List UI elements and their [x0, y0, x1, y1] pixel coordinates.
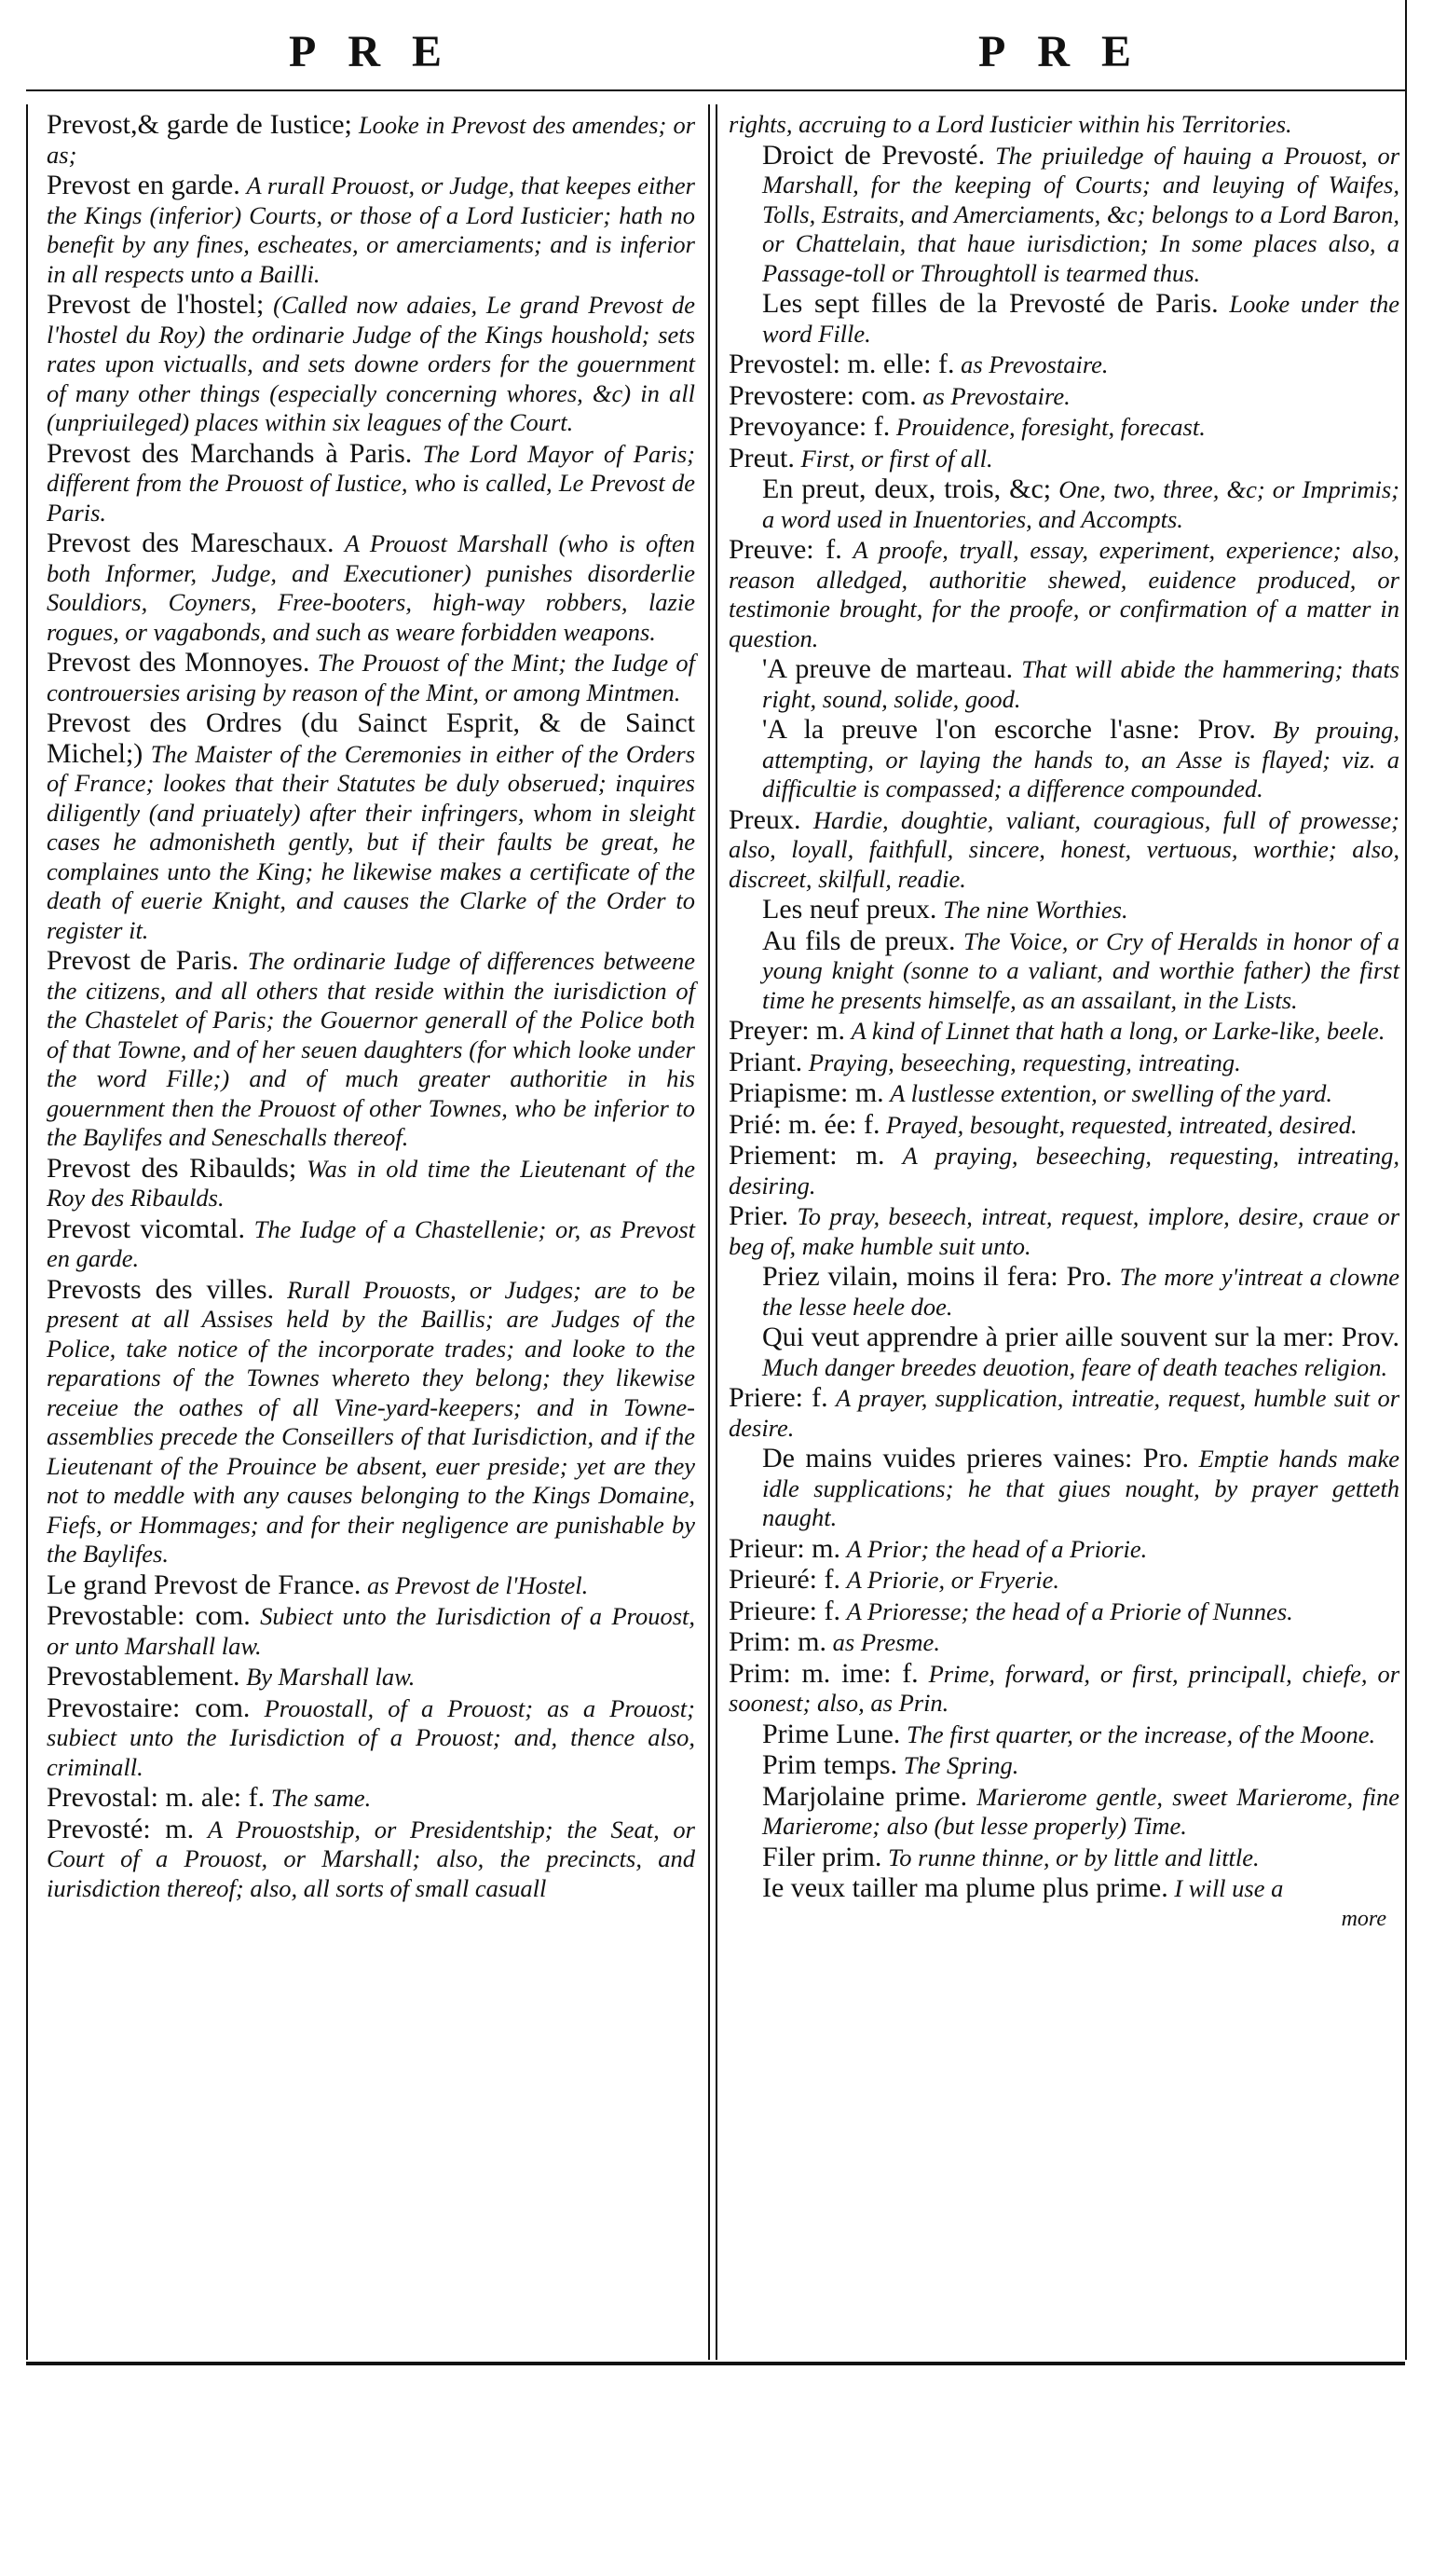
entry-headword: Prevost de Paris.	[47, 945, 239, 976]
dictionary-entry	[729, 1262, 1399, 1322]
entry-definition: The Maister of the Ceremonies in either of the Orders of France; lookes that their Statutes be duly obserued; inquires diligently (and priuately) after their infringers, whom in sleight cases he admonisheth gently, but if their faults be great, he complaines unto the King; he likewise makes a certificate of the death of euerie Knight, and causes the Clarke of the Order to register it.	[47, 739, 696, 944]
entry-definition: A Prouost Marshall (who is often both Informer, Judge, and Executioner) punishes disorderlie Souldiors, Coyners, Free-booters, high-way robbers, lazie rogues, or vagabonds, and such as weare forbidden weapons.	[47, 529, 696, 646]
entry-headword: Prevosté: m.	[47, 1813, 195, 1844]
dictionary-entry	[729, 1596, 1399, 1627]
entry-headword: Prevostel: m. elle: f.	[729, 349, 955, 379]
entry-headword: Prevoyance: f.	[729, 411, 891, 442]
entry-definition: as Prevostaire.	[922, 381, 1071, 410]
dictionary-entry	[729, 1843, 1399, 1873]
dictionary-entry	[47, 171, 695, 289]
entry-headword: Marjolaine prime.	[762, 1780, 968, 1812]
entry-headword: Preux.	[729, 803, 801, 835]
entry-headword: Prime Lune.	[762, 1718, 901, 1749]
dictionary-entry	[729, 412, 1399, 443]
dictionary-entry	[729, 1627, 1399, 1658]
entry-definition: Hardie, doughtie, valiant, couragious, full of prowesse; also, loyall, faithfull, sincere, honest, vertuous, worthie; also, discreet, skilfull, readie.	[729, 805, 1400, 893]
left-border-rule	[26, 104, 28, 2360]
entry-definition: A Prior; the head of a Priorie.	[846, 1534, 1148, 1563]
entry-definition: rights, accruing to a Lord Iusticier within his Territories.	[729, 110, 1292, 138]
dictionary-entry	[729, 926, 1399, 1016]
entry-definition: A prayer, supplication, intreatie, request, humble suit or desire.	[729, 1384, 1400, 1442]
entry-headword: Prevostere: com.	[729, 379, 917, 411]
entry-definition: Subiect unto the Iurisdiction of a Prouost, or unto Marshall law.	[47, 1602, 696, 1660]
entry-definition: The Spring.	[903, 1751, 1019, 1779]
entry-headword: Preuve: f.	[729, 534, 842, 565]
entry-headword: Ie veux tailler ma plume plus prime.	[762, 1872, 1168, 1903]
entry-definition: First, or first of all.	[800, 444, 993, 473]
entry-headword: Preut.	[729, 442, 795, 473]
entry-headword: De mains vuides prieres vaines: Pro.	[762, 1443, 1189, 1473]
entry-headword: Preyer: m.	[729, 1015, 845, 1046]
entry-definition: The ordinarie Iudge of differences betweene the citizens, and all others that reside within the iurisdiction of the Chastelet of Paris; the Gouernor generall of the Police both of that Towne, and of her seuen daughters (for which looke under the word Fille;) and of much greater authoritie in his gouernment then the Prouost of other Townes, who be inferior to the Baylifes and Seneschalls thereof.	[47, 947, 695, 1151]
dictionary-entry	[47, 110, 695, 170]
dictionary-entry	[729, 1782, 1399, 1842]
entry-definition: The nine Worthies.	[943, 896, 1128, 924]
dictionary-entry	[729, 1444, 1399, 1533]
entry-definition: Was in old time the Lieutenant of the Roy des Ribaulds.	[47, 1154, 696, 1212]
entry-definition: A proofe, tryall, essay, experiment, experience; also, reason alledged, authoritie shewed, euidence produced, or testimonie brought, for the proofe, or confirmation of a matter in question.	[729, 536, 1399, 652]
column-divider-rule	[708, 104, 710, 2360]
entry-headword: 'A la preuve l'on escorche l'asne: Prov.	[762, 714, 1256, 745]
entry-headword: Le grand Prevost de France.	[47, 1569, 362, 1600]
entry-headword: Prevostaire: com.	[47, 1692, 251, 1723]
right-border-rule	[1405, 0, 1407, 2360]
entry-headword: Prevostablement.	[47, 1661, 240, 1692]
entry-headword: Prier.	[729, 1200, 789, 1231]
dictionary-entry	[47, 1275, 695, 1569]
entry-definition: as Presme.	[832, 1628, 940, 1656]
entry-definition: The same.	[270, 1784, 372, 1812]
dictionary-entry	[729, 1750, 1399, 1781]
entry-headword: Les sept filles de la Prevosté de Paris.	[762, 288, 1219, 319]
entry-definition: A kind of Linnet that hath a long, or Larke-like, beele.	[851, 1017, 1385, 1045]
entry-definition: One, two, three, &c; or Imprimis; a word used in Inuentories, and Accompts.	[762, 475, 1400, 533]
entry-definition: The Lord Mayor of Paris; different from the Prouost of Iustice, who is called, Le Prevost de Paris.	[47, 439, 696, 527]
entry-definition: That will abide the hammering; thats right, sound, solide, good.	[762, 655, 1399, 713]
entry-headword: Prevost des Monnoyes.	[47, 647, 310, 678]
dictionary-entry	[47, 290, 695, 438]
entry-headword: En preut, deux, trois, &c;	[762, 473, 1052, 504]
entry-definition: The Prouost of the Mint; the Iudge of controuersies arising by reason of the Mint, or among Mintmen.	[47, 649, 696, 706]
entry-definition: as Prevost de l'Hostel.	[367, 1570, 589, 1599]
entry-definition: A Priorie, or Fryerie.	[846, 1566, 1060, 1594]
dictionary-entry	[729, 1078, 1399, 1109]
dictionary-entry	[47, 946, 695, 1153]
dictionary-entry	[47, 439, 695, 528]
entry-definition: Much danger breedes deuotion, feare of death teaches religion.	[762, 1352, 1388, 1381]
dictionary-entry	[729, 1873, 1399, 1904]
dictionary-entry	[729, 1534, 1399, 1565]
entry-headword: Qui veut apprendre à prier aille souvent sur la mer: Prov.	[762, 1322, 1399, 1352]
dictionary-entry	[729, 381, 1399, 412]
entry-headword: Prieure: f.	[729, 1595, 840, 1626]
entry-definition: A praying, beseeching, requesting, intreating, desiring.	[729, 1142, 1399, 1199]
running-head-right: PRE	[978, 27, 1163, 76]
entry-definition: By prouing, attempting, or laying the hands to, an Asse is flayed; viz. a difficultie is compassed; a difference compounded.	[762, 716, 1399, 802]
dictionary-entry	[47, 528, 695, 647]
entry-headword: 'A preuve de marteau.	[762, 653, 1014, 684]
entry-headword: Prim: m.	[729, 1626, 827, 1657]
entry-headword: Priez vilain, moins il fera: Pro.	[762, 1261, 1112, 1292]
dictionary-entry	[729, 141, 1399, 289]
dictionary-entry	[47, 1693, 695, 1783]
dictionary-entry	[729, 1016, 1399, 1047]
running-head-left: PRE	[289, 27, 473, 76]
dictionary-entry	[729, 1720, 1399, 1750]
dictionary-entry	[729, 535, 1399, 653]
entry-definition: I will use a	[1174, 1874, 1284, 1902]
entry-definition: To runne thinne, or by little and little.	[887, 1843, 1260, 1871]
right-column	[729, 110, 1399, 1934]
entry-definition: Praying, beseeching, requesting, intreating.	[808, 1048, 1241, 1076]
entry-definition: Emptie hands make idle supplications; he that giues nought, by prayer getteth naught.	[762, 1445, 1399, 1531]
left-column	[47, 110, 695, 1904]
dictionary-entry	[47, 1570, 695, 1601]
entry-definition: A lustlesse extention, or swelling of the yard.	[890, 1079, 1333, 1107]
entry-definition: Marierome gentle, sweet Marierome, fine Marierome; also (but lesse properly) Time.	[762, 1782, 1399, 1840]
column-divider-rule-inner	[716, 104, 717, 2360]
entry-definition: Rurall Prouosts, or Judges; are to be present at all Assises held by the Baillis; are Judges of the Police, take notice of the incorporate trades; and looke to the reparations of the Townes whereto they belong; they likewise receiue the oathes of all Vine-yard-keepers; and in Towne-assemblies precede the Conseillers of that Iurisdiction, and if the Lieutenant of the Prouince be absent, euer preside; yet are they not to meddle with any causes belonging to the Kings Domaine, Fiefs, or Hommages; and for their negligence are punishable by the Baylifes.	[47, 1275, 695, 1568]
entry-headword: Priant.	[729, 1046, 803, 1077]
entry-definition: Looke in Prevost des amendes; or as;	[47, 111, 696, 169]
entry-headword: Prevost,& garde de Iustice;	[47, 109, 352, 140]
entry-definition: Prouidence, foresight, forecast.	[895, 413, 1206, 441]
entry-headword: Droict de Prevosté.	[762, 139, 986, 171]
dictionary-entry	[729, 654, 1399, 714]
entry-headword: Prevost des Ordres (du Sainct Esprit, & de Sainct Michel;)	[47, 707, 695, 769]
dictionary-entry	[729, 1565, 1399, 1596]
entry-headword: Filer prim.	[762, 1841, 882, 1872]
header-rule	[26, 89, 1405, 91]
dictionary-entry	[47, 1662, 695, 1692]
entry-headword: Priapisme: m.	[729, 1077, 884, 1108]
dictionary-entry	[47, 1815, 695, 1904]
entry-definition: A rurall Prouost, or Judge, that keepes either the Kings (inferior) Courts, or those of a Lord Iusticier; hath no benefit by any fines, escheates, or amerciaments; and is inferior in all respects unto a Bailli.	[47, 171, 695, 288]
entry-headword: Priere: f.	[729, 1382, 828, 1413]
dictionary-entry	[47, 1154, 695, 1213]
entry-headword: Prevost des Marchands à Paris.	[47, 437, 413, 469]
entry-definition: By Marshall law.	[246, 1663, 416, 1691]
entry-headword: Prié: m. ée: f.	[729, 1108, 880, 1140]
dictionary-entry	[47, 648, 695, 707]
entry-headword: Au fils de preux.	[762, 925, 956, 956]
dictionary-entry	[47, 1214, 695, 1274]
entry-headword: Les neuf preux.	[762, 894, 937, 925]
dictionary-entry	[729, 1659, 1399, 1719]
dictionary-entry	[729, 1048, 1399, 1078]
dictionary-entry	[47, 708, 695, 945]
entry-headword: Prevostal: m. ale: f.	[47, 1782, 266, 1813]
entry-definition: Prayed, besought, requested, intreated, desired.	[886, 1110, 1358, 1139]
dictionary-entry	[729, 110, 1399, 140]
entry-definition: The more y'intreat a clowne the lesse heele doe.	[762, 1263, 1399, 1321]
entry-headword: Prieur: m.	[729, 1532, 840, 1564]
entry-definition: Looke under the word Fille.	[762, 290, 1400, 348]
entry-headword: Prevosts des villes.	[47, 1273, 275, 1305]
entry-definition: The Voice, or Cry of Heralds in honor of a young knight (sonne to a valiant, and worthie father) the first time he presents himselfe, as an assailant, in the Lists.	[762, 926, 1399, 1014]
entry-definition: Prime, forward, or first, principall, chiefe, or soonest; also, as Prin.	[729, 1659, 1400, 1717]
entry-definition: (Called now adaies, Le grand Prevost de l'hostel du Roy) the ordinarie Judge of the Kings houshold; sets rates upon victualls, and sets downe orders for the gouernment of many other things (especially concerning whores, &c) in all (unpriuileged) places within six leagues of the Court.	[47, 291, 696, 436]
dictionary-entry	[729, 289, 1399, 349]
entry-headword: Prieuré: f.	[729, 1564, 840, 1595]
dictionary-entry	[729, 474, 1399, 534]
entry-headword: Prim temps.	[762, 1749, 898, 1780]
entry-definition: A Prouostship, or Presidentship; the Seat, or Court of a Prouost, or Marshall; also, the precincts, and iurisdiction thereof; also, all sorts of small casuall	[47, 1815, 695, 1902]
dictionary-entry	[47, 1783, 695, 1814]
dictionary-entry	[729, 1201, 1399, 1261]
dictionary-entry	[729, 1322, 1399, 1382]
entry-headword: Priement: m.	[729, 1140, 885, 1171]
catchword: more	[1341, 1906, 1386, 1931]
entry-headword: Prevost vicomtal.	[47, 1213, 245, 1244]
footer-rule	[26, 2362, 1405, 2365]
entry-headword: Prevost de l'hostel;	[47, 289, 265, 320]
dictionary-entry	[729, 1383, 1399, 1443]
entry-headword: Prevost en garde.	[47, 170, 240, 200]
dictionary-entry	[729, 715, 1399, 804]
entry-definition: The first quarter, or the increase, of the Moone.	[906, 1720, 1376, 1748]
entry-definition: To pray, beseech, intreat, request, implore, desire, craue or beg of, make humble suit unto.	[729, 1202, 1400, 1260]
entry-headword: Prevostable: com.	[47, 1600, 251, 1631]
dictionary-entry	[729, 1141, 1399, 1200]
dictionary-entry	[47, 1601, 695, 1661]
dictionary-entry	[729, 1110, 1399, 1141]
entry-definition: The priuiledge of hauing a Prouost, or Marshall, for the keeping of Courts; and leuying of Waifes, Tolls, Estraits, and Amerciaments, &c; belongs to a Lord Baron, or Chattelain, that haue iurisdiction; In some places also, a Passage-toll or Throughtoll is tearmed thus.	[762, 141, 1400, 287]
entry-headword: Prim: m. ime: f.	[729, 1657, 919, 1689]
dictionary-entry	[729, 805, 1399, 895]
entry-definition: Prouostall, of a Prouost; as a Prouost; subiect unto the Iurisdiction of a Prouost; and, thence also, criminall.	[47, 1693, 695, 1781]
entry-headword: Prevost des Ribaulds;	[47, 1152, 297, 1184]
dictionary-entry	[729, 895, 1399, 925]
dictionary-entry	[729, 349, 1399, 380]
entry-definition: The Iudge of a Chastellenie; or, as Prevost en garde.	[47, 1214, 695, 1272]
entry-headword: Prevost des Mareschaux.	[47, 528, 334, 558]
entry-definition: as Prevostaire.	[961, 350, 1109, 378]
dictionary-entry	[729, 444, 1399, 474]
entry-definition: A Prioresse; the head of a Priorie of Nunnes.	[846, 1596, 1293, 1625]
